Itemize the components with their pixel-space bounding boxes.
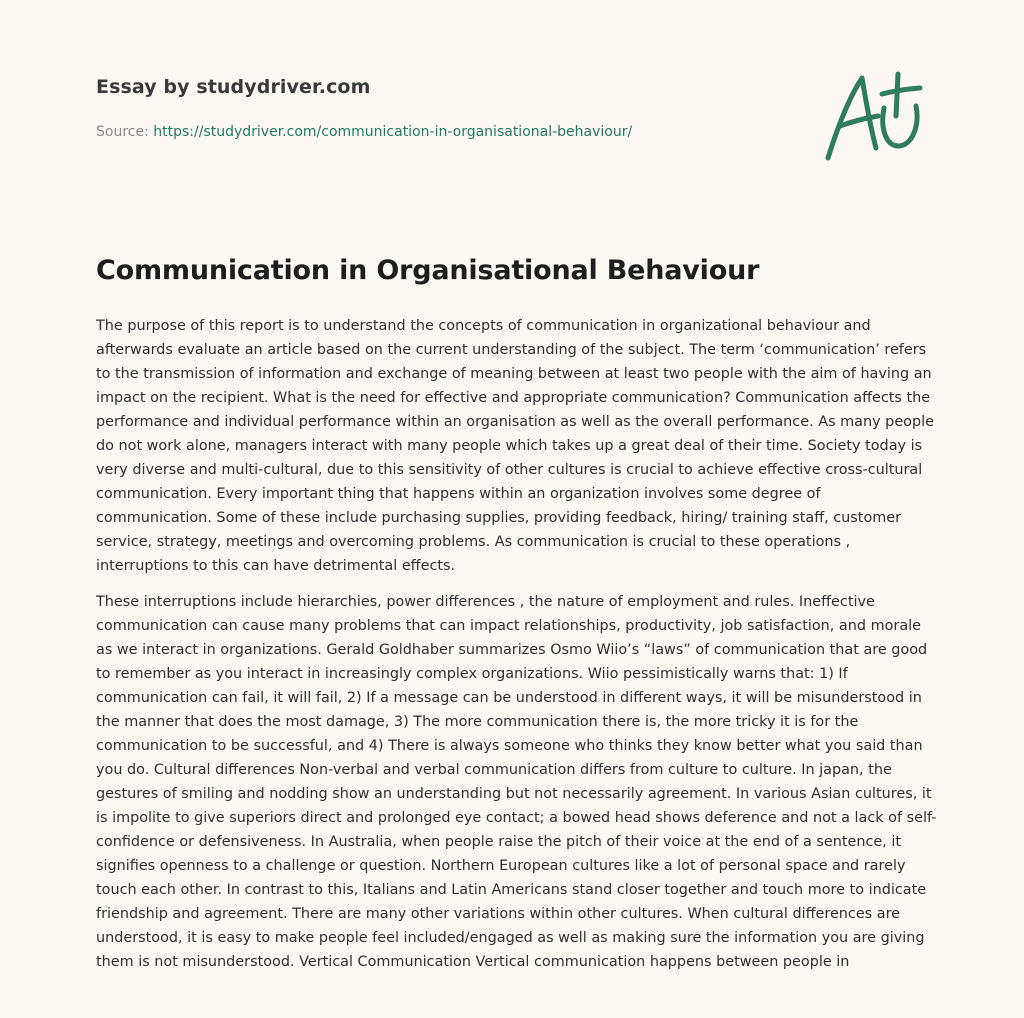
- a-plus-logo-icon: [818, 66, 928, 166]
- logo-circle-stroke: [883, 106, 917, 146]
- source-label: Source:: [96, 124, 149, 140]
- site-brand: Essay by studydriver.com: [96, 76, 371, 98]
- paragraph: These interruptions include hierarchies, power differences , the nature of employment and rules. Ineffective communication can cause many problems that can impact relationships, productivity, job satisfaction, and morale as we interact in organizations. Gerald Goldhaber summarizes Osmo Wiio’s “laws” of communication that are good to remember as you interact in increasingly complex organizations. Wiio pessimistically warns that: 1) If communication can fail, it will fail, 2) If a message can be understood in different ways, it will be misunderstood in the manner that does the most damage, 3) The more communication there is, the more tricky it is for the communication to be successful, and 4) There is always someone who thinks they know better what you said than you do. Cultural differences Non-verbal and verbal communication differs from culture to culture. In japan, the gestures of smiling and nodding show an understanding but not necessarily agreement. In various Asian cultures, it is impolite to give superiors direct and prolonged eye contact; a bowed head shows deference and not a lack of self-confidence or defensiveness. In Australia, when people raise the pitch of their voice at the end of a sentence, it signifies openness to a challenge or question. Northern European cultures like a lot of personal space and rarely touch each other. In contrast to this, Italians and Latin Americans stand closer together and touch more to indicate friendship and agreement. There are many other variations within other cultures. When cultural differences are understood, it is easy to make people feel included/engaged as well as making sure the information you are giving them is not misunderstood. Vertical Communication Vertical communication happens between people in: [96, 594, 937, 970]
- article-body: [96, 314, 938, 986]
- source-link[interactable]: https://studydriver.com/communication-in-organisational-behaviour/: [153, 124, 633, 140]
- logo-plus-vertical: [896, 74, 898, 116]
- page-title: Communication in Organisational Behaviour: [96, 255, 760, 286]
- source-line: [96, 124, 632, 140]
- logo-plus-horizontal: [882, 88, 920, 94]
- paragraph: The purpose of this report is to understand the concepts of communication in organizational behaviour and afterwards evaluate an article based on the current understanding of the subject. The term ‘communication’ refers to the transmission of information and exchange of meaning between at least two people with the aim of having an impact on the recipient. What is the need for effective and appropriate communication? Communication affects the performance and individual performance within an organisation as well as the overall performance. As many people do not work alone, managers interact with many people which takes up a great deal of their time. Society today is very diverse and multi-cultural, due to this sensitivity of other cultures is crucial to achieve effective cross-cultural communication. Every important thing that happens within an organization involves some degree of communication. Some of these include purchasing supplies, providing feedback, hiring/ training staff, customer service, strategy, meetings and overcoming problems. As communication is crucial to these operations , interruptions to this can have detrimental effects.: [96, 318, 934, 574]
